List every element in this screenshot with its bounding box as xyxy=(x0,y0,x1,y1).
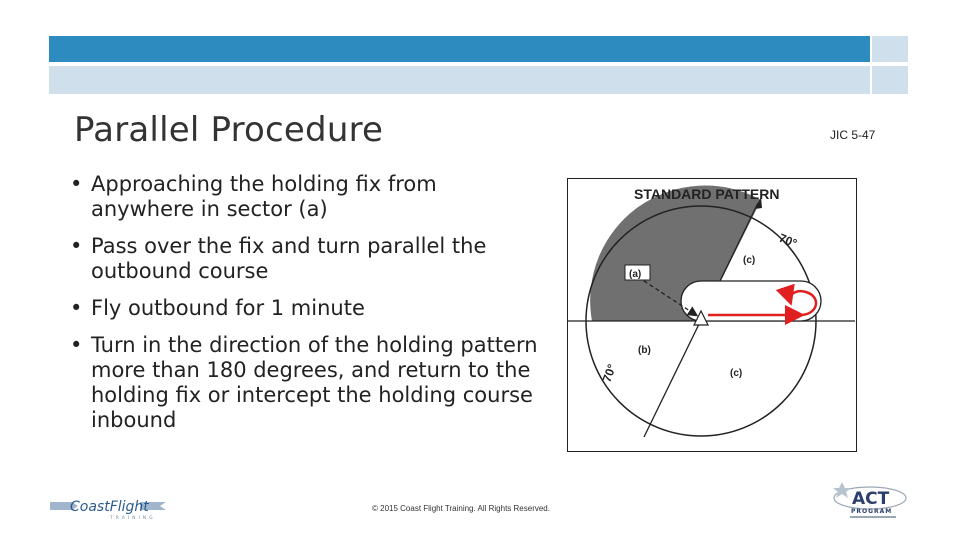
copyright-footer: © 2015 Coast Flight Training. All Rights Reserved. xyxy=(372,504,550,513)
sector-b-label: (b) xyxy=(638,345,651,356)
sector-c-top-label: (c) xyxy=(743,255,756,266)
reference-label: JIC 5-47 xyxy=(830,128,876,142)
svg-text:PROGRAM: PROGRAM xyxy=(851,508,893,515)
holding-pattern-diagram xyxy=(568,179,855,450)
coastflight-logo xyxy=(48,490,170,522)
diagram-heading: STANDARD PATTERN xyxy=(634,186,780,202)
angle-top-label: 70° xyxy=(776,230,799,251)
header-bar-secondary-accent xyxy=(872,66,908,94)
bullet-item: • Fly outbound for 1 minute xyxy=(70,296,540,321)
svg-text:CoastFlight: CoastFlight xyxy=(70,499,149,515)
holding-pattern-figure xyxy=(567,178,857,452)
bullet-list xyxy=(70,172,540,445)
sector-c-bottom-label: (c) xyxy=(730,368,743,379)
act-program-logo xyxy=(832,478,912,524)
bullet-item: • Turn in the direction of the holding pattern more than 180 degrees, and return to the holding fix or intercept the holding course inbound xyxy=(70,333,540,433)
svg-text:ACT: ACT xyxy=(852,489,890,509)
angle-bottom-label: 70° xyxy=(599,362,620,385)
sector-a-label: (a) xyxy=(629,269,642,280)
svg-text:TRAINING: TRAINING xyxy=(110,516,156,521)
bullet-item: • Approaching the holding fix from anywhere in sector (a) xyxy=(70,172,540,222)
header-bar-secondary xyxy=(49,66,870,94)
header-bar-primary xyxy=(49,36,870,62)
header-bar-accent xyxy=(872,36,908,62)
bullet-item: • Pass over the fix and turn parallel the outbound course xyxy=(70,234,540,284)
slide-title: Parallel Procedure xyxy=(74,110,384,150)
